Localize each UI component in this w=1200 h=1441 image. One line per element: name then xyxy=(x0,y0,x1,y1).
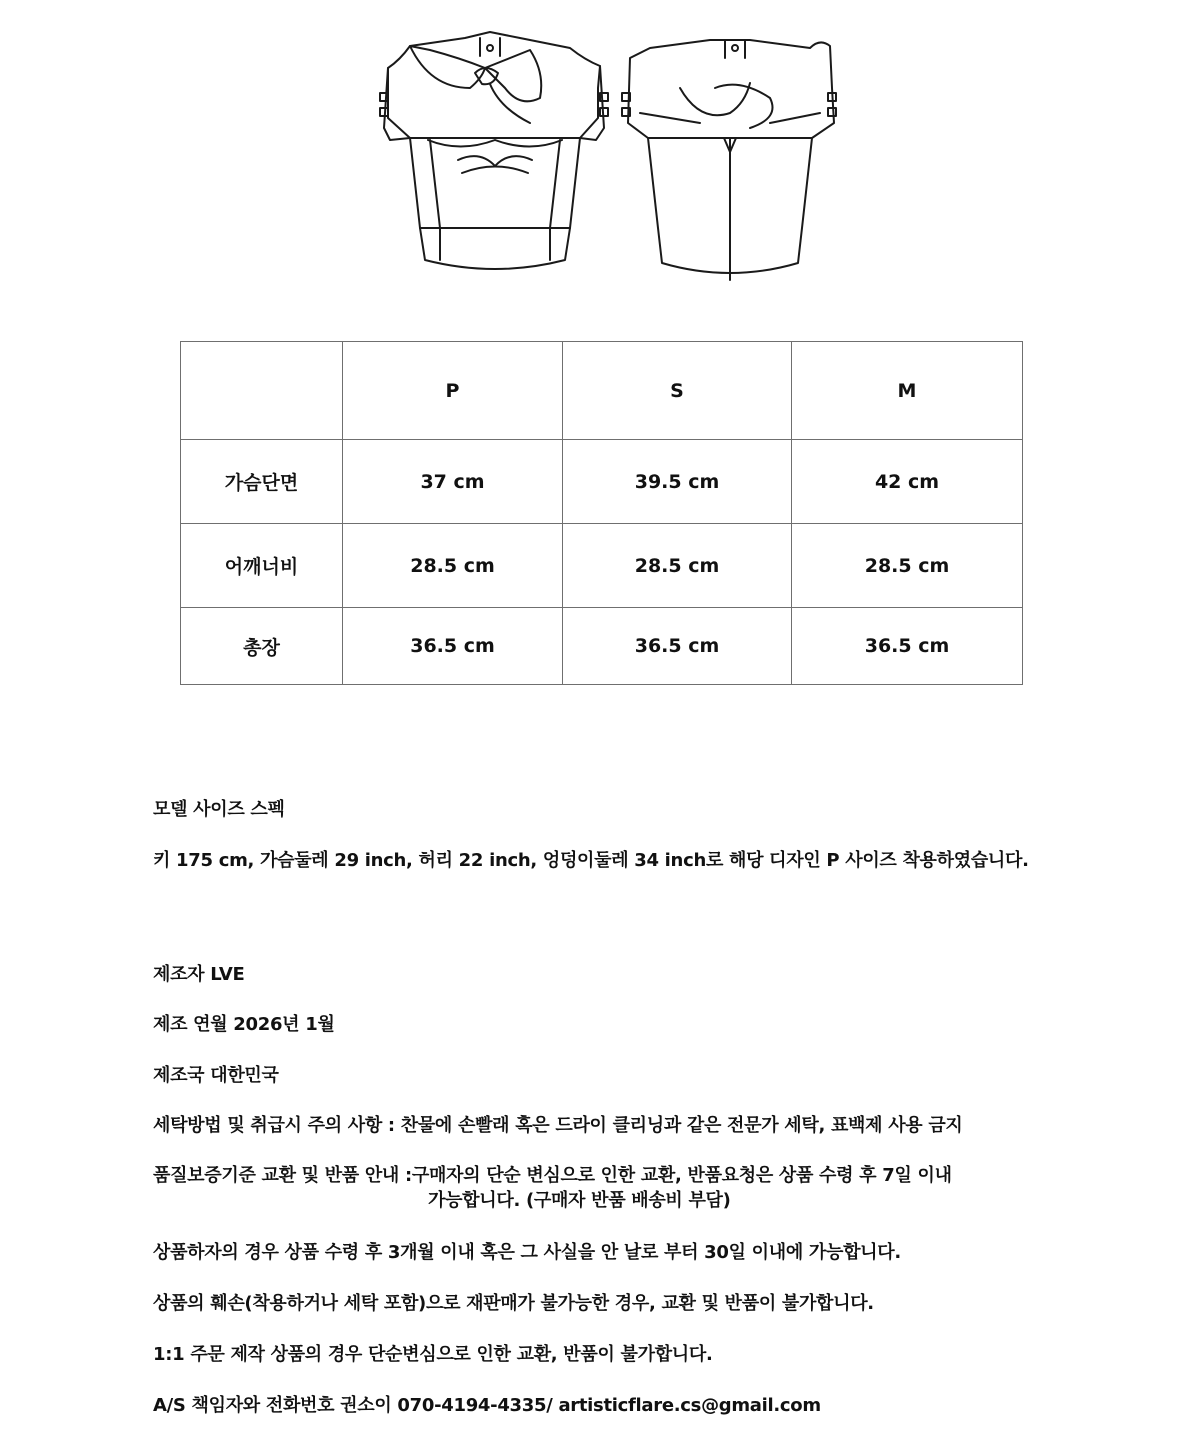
row-label: 어깨너비 xyxy=(181,524,343,608)
care-instructions-text: 세탁방법 및 취급시 주의 사항 : 찬물에 손빨래 혹은 드라이 클리닝과 같은 전문가 세탁, 표백제 사용 금지 xyxy=(153,1115,963,1136)
manufacture-date-text: 제조 연월 2026년 1월 xyxy=(153,1014,335,1035)
garment-flat-sketch xyxy=(370,28,850,288)
as-contact-text: A/S 책임자와 전화번호 권소이 070-4194-4335/ artisticflare.cs@gmail.com xyxy=(153,1395,821,1416)
model-spec-heading: 모델 사이즈 스펙 xyxy=(153,799,285,820)
table-cell: 28.5 cm xyxy=(343,524,563,608)
back-view xyxy=(622,40,836,280)
size-column-s: S xyxy=(563,342,792,440)
quality-guarantee-text: 품질보증기준 교환 및 반품 안내 :구매자의 단순 변심으로 인한 교환, 반품요청은 상품 수령 후 7일 이내 xyxy=(153,1165,952,1186)
table-cell: 36.5 cm xyxy=(563,608,792,685)
row-label: 가슴단면 xyxy=(181,440,343,524)
table-cell: 37 cm xyxy=(343,440,563,524)
damage-policy-text: 상품의 훼손(착용하거나 세탁 포함)으로 재판매가 불가능한 경우, 교환 및 반품이 불가합니다. xyxy=(153,1293,874,1314)
table-cell: 36.5 cm xyxy=(792,608,1023,685)
table-cell: 36.5 cm xyxy=(343,608,563,685)
table-cell: 42 cm xyxy=(792,440,1023,524)
defect-policy-text: 상품하자의 경우 상품 수령 후 3개월 이내 혹은 그 사실을 안 날로 부터 30일 이내에 가능합니다. xyxy=(153,1242,901,1263)
front-view xyxy=(380,32,608,269)
size-column-p: P xyxy=(343,342,563,440)
custom-order-policy-text: 1:1 주문 제작 상품의 경우 단순변심으로 인한 교환, 반품이 불가합니다. xyxy=(153,1344,713,1365)
table-row xyxy=(181,440,1023,524)
size-column-m: M xyxy=(792,342,1023,440)
size-table-corner-cell xyxy=(181,342,343,440)
manufacturer-text: 제조자 LVE xyxy=(153,964,245,985)
table-cell: 28.5 cm xyxy=(563,524,792,608)
size-table-header-row xyxy=(181,342,1023,440)
table-row xyxy=(181,524,1023,608)
table-row xyxy=(181,608,1023,685)
row-label: 총장 xyxy=(181,608,343,685)
country-text: 제조국 대한민국 xyxy=(153,1065,279,1086)
table-cell: 28.5 cm xyxy=(792,524,1023,608)
table-cell: 39.5 cm xyxy=(563,440,792,524)
size-table xyxy=(180,341,1023,685)
model-spec-text: 키 175 cm, 가슴둘레 29 inch, 허리 22 inch, 엉덩이둘레 34 inch로 해당 디자인 P 사이즈 착용하였습니다. xyxy=(153,850,1029,871)
quality-guarantee-text-cont: 가능합니다. (구매자 반품 배송비 부담) xyxy=(428,1190,731,1211)
